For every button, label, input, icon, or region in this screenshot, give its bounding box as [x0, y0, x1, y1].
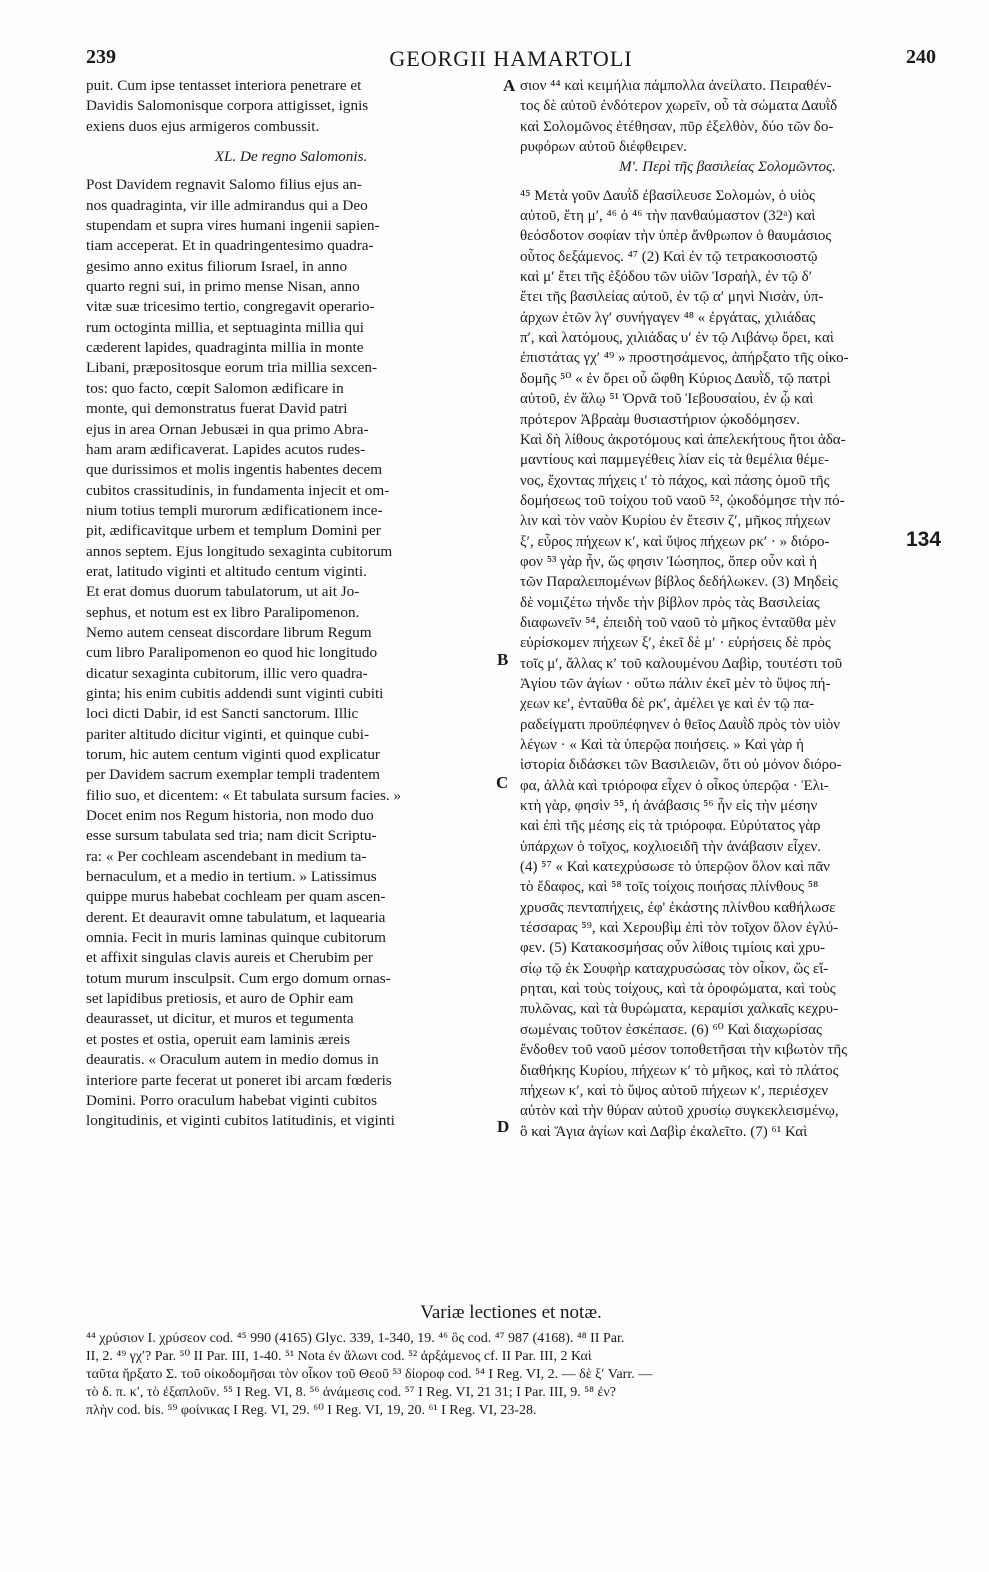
text-line: ejus in area Ornan Jebusæi in qua primo Abra- [86, 420, 369, 438]
text-line: longitudinis, et viginti cubitos latitudinis, et viginti [86, 1112, 395, 1130]
latin-body [86, 175, 496, 1131]
text-line: πρότερον Ἀβραὰμ θυσιαστήριον ᾠκοδόμησεν. [520, 411, 800, 428]
text-line: ὑπάρχων ὁ τοῖχος, κοχλιοειδῆ τὴν ἀνάβασιν εἶχεν. [520, 838, 822, 855]
text-line: αὐτὸν καὶ τὴν θύραν αὐτοῦ χρυσίῳ συγκεκλεισμένῳ, [520, 1103, 839, 1120]
text-line: πήχεων κʹ, καὶ τὸ ὕψος αὐτοῦ πήχεων κʹ, περιέσχεν [520, 1082, 829, 1099]
text-line: τέσσαρας ⁵⁹, καὶ Χερουβὶμ ἐπὶ τὸν τοῖχον ὅλον ἐγλύ- [520, 920, 839, 937]
text-line: θεόσδοτον σοφίαν τὴν ὑπὲρ ἄνθρωπον ὁ θαυμάσιος [520, 228, 832, 245]
text-line: ham aram ædificaverat. Lapides acutos rudes- [86, 440, 366, 458]
note-line: II, 2. ⁴⁹ γχʹ? Par. ⁵⁰ II Par. III, 1-40. ⁵¹ Nota ἐν ἅλωνι cod. ⁵² ἀρξάμενος cf. II Par. III, 2 Καὶ [86, 1349, 592, 1364]
text-line: annos septem. Ejus longitudo sexaginta cubitorum [86, 542, 393, 560]
text-line: nos quadraginta, vir ille admirandus qui a Deo [86, 196, 368, 214]
text-line: cæderent lapides, quadraginta millia in monte [86, 339, 364, 357]
page-number-right: 240 [906, 46, 936, 68]
text-line: πʹ, καὶ λατόμους, χιλιάδας υʹ ἐν τῷ Λιβάνῳ ὄρει, καὶ [520, 330, 834, 347]
notes-section [86, 1330, 936, 1420]
text-line: ra: « Per cochleam ascendebant in medium ta- [86, 847, 367, 865]
text-line: bernaculum, et a medio in tertium. » Latissimus [86, 868, 377, 886]
note-line: ταῦτα ἤρξατο Σ. τοῦ οἰκοδομῆσαι τὸν οἶκον τοῦ Θεοῦ ⁵³ δίοροφ cod. ⁵⁴ I Reg. VI, 2. — δὲ ξʹ Varr. — [86, 1367, 653, 1382]
text-line: omnia. Fecit in muris laminas quinque cubitorum [86, 929, 386, 947]
text-line: ἔνδοθεν τοῦ ναοῦ μέσον τοποθετῆσαι τὴν κιβωτὸν τῆς [520, 1042, 848, 1059]
text-line: Καὶ δὴ λίθους ἀκροτόμους καὶ ἀπελεκήτους ἤτοι ἀδα- [520, 431, 846, 448]
margin-mark-b: B [497, 650, 509, 669]
text-line: Libani, præpositosque eorum tria millia sexcen- [86, 359, 378, 377]
text-line: derent. Et deauravit omne tabulatum, et laquearia [86, 908, 386, 926]
text-line: erat, latitudo viginti et altitudo centum viginti. [86, 562, 367, 580]
text-line: nium totius templi murorum ædificationem ince- [86, 501, 383, 519]
text-line: filio suo, et dicentem: « Et tabulata sursum facies. » [86, 786, 402, 804]
text-line: καὶ ἐπὶ τῆς μέσης εἰς τὰ τριόροφα. Εὐρύτατος γὰρ [520, 818, 821, 835]
running-title: GEORGII HAMARTOLI [389, 46, 633, 71]
text-line: puit. Cum ipse tentasset interiora penetrare et [86, 77, 362, 94]
text-line: quarto regni sui, in primo mense Nisan, anno [86, 278, 360, 296]
text-line: cubitos crassitudinis, in fundamenta injecit et om- [86, 481, 390, 499]
text-line: ρυφόρων αὐτοῦ διέφθειρεν. [520, 139, 687, 156]
text-line: deaurasset, ut dicitur, et muros et tegumenta [86, 1010, 354, 1028]
text-line: διαθήκης Κυρίου, πήχεων κʹ τὸ μῆκος, καὶ τὸ πλάτος [520, 1062, 839, 1079]
text-line: vitæ suæ tricesimo tertio, congregavit operario- [86, 298, 375, 316]
greek-body [520, 186, 935, 1142]
text-line: τῶν Παραλειπομένων βίβλος δεδήλωκεν. (3) Μηδεὶς [520, 574, 838, 591]
text-line: Davidis Salomonisque corpora attigisset, ignis [86, 97, 369, 115]
text-line: Nemo autem censeat discordare librum Regum [86, 623, 372, 641]
text-line: σιον ⁴⁴ καὶ κειμήλια πάμπολλα ἀνείλατο. Πειραθέν- [520, 78, 832, 94]
text-line: ginta; his enim cubitis addendi sunt viginti cubiti [86, 684, 384, 702]
text-line: άρχων ἐτῶν λγʹ συνήγαγεν ⁴⁸ « ἐργάτας, χιλιάδας [520, 309, 816, 326]
text-line: exiens duos ejus armigeros combussit. [86, 117, 320, 135]
text-line: χρυσᾶς πενταπήχεις, ἐφ' ἑκάστης πλίνθου καθήλωσε [520, 899, 836, 916]
greek-opening [520, 76, 935, 157]
text-line: que durissimos et molis ingentis habentes decem [86, 461, 383, 479]
text-line: Ἁγίου τῶν ἁγίων · οὕτω πάλιν ἐκεῖ μὲν τὸ ὕψος πή- [520, 675, 831, 692]
notes-title: Variæ lectiones et notæ. [420, 1302, 602, 1323]
text-line: rum octoginta millia, et septuaginta millia qui [86, 318, 364, 336]
text-line: ἔτει τῆς βασιλείας αὐτοῦ, ἐν τῷ αʹ μηνὶ Νισὰν, ὑπ- [520, 289, 824, 306]
text-line: gesimo anno exitus filiorum Israel, in anno [86, 257, 348, 275]
text-line: esse sursum tabulata sed tria; nam dicit Scriptu- [86, 827, 377, 845]
text-line: pit, ædificavitque urbem et templum Domini per [86, 522, 381, 540]
text-line: loci dicti Dabir, id est Sancti sanctorum. Illic [86, 705, 359, 723]
margin-mark-c: C [496, 773, 509, 792]
text-line: Domini. Porro oraculum habebat viginti cubitos [86, 1091, 378, 1109]
text-line: αὐτοῦ, ἐν ἅλῳ ⁵¹ Ὀρνᾶ τοῦ Ἰεβουσαίου, ἐν ᾧ καὶ [520, 391, 814, 408]
text-line: totum murum insculpsit. Cum ergo domum ornas- [86, 969, 391, 987]
text-line: pariter altitudo dicitur viginti, et quinque cubi- [86, 725, 370, 743]
text-line: κτὴ γὰρ, φησὶν ⁵⁵, ἡ ἀνάβασις ⁵⁶ ἦν εἰς τὴν μέσην [520, 798, 818, 815]
text-line: καὶ Σολομῶνος ἐτέθησαν, πῦρ ἐξελθὸν, δύο τῶν δο- [520, 118, 834, 135]
text-line: interiore parte fecerat ut poneret ibi arcam fœderis [86, 1071, 392, 1089]
latin-opening [86, 76, 496, 137]
text-line: ⁴⁵ Μετὰ γοῦν Δαυῒδ ἐβασίλευσε Σολομὼν, ὁ υἱὸς [520, 187, 815, 204]
text-line: δομῆς ⁵⁰ « ἐν ὄρει οὗ ὤφθη Κύριος Δαυῒδ, τῷ πατρὶ [520, 370, 831, 387]
text-line: sephus, et notum est ex libro Paralipomenon. [86, 603, 360, 621]
margin-mark-d: D [497, 1117, 510, 1136]
text-line: ραδείγματι προϋπέφηνεν ὁ θεῖος Δαυῒδ πρὸς τὸν υἱὸν [520, 716, 841, 733]
text-line: εὑρίσκομεν πήχεων ξʹ, ἐκεῖ δὲ μʹ · εὑρήσεις δὲ πρὸς [520, 635, 831, 652]
text-line: Et erat domus duorum tabulatorum, ut ait Jo- [86, 583, 360, 601]
text-line: monte, qui demonstratus fuerat David patri [86, 400, 348, 418]
text-line: tiam acceperat. Et in quadringentesimo quadra- [86, 237, 374, 255]
text-line: per Davidem sacrum exemplar templi tradentem [86, 766, 380, 784]
text-line: τὸ ἔδαφος, καὶ ⁵⁸ τοῖς τοίχοις ποιήσας πλίνθους ⁵⁸ [520, 879, 819, 896]
note-line: τὸ δ. π. κʹ, τὸ ἐξαπλοῦν. ⁵⁵ I Reg. VI, 8. ⁵⁶ ἀνάμεσις cod. ⁵⁷ I Reg. VI, 21 31; I Par. III, 9. ⁵⁸ ἐν? [86, 1385, 616, 1400]
text-line: μαντίους καὶ παμμεγέθεις λίαν εἰς τὰ θεμέλια θέμε- [520, 452, 830, 469]
text-line: tos: quo facto, cœpit Salomon ædificare in [86, 379, 344, 397]
text-line: stupendam et supra vires humani ingenii sapien- [86, 217, 380, 235]
text-line: τοῖς μʹ, ἄλλας κʹ τοῦ καλουμένου Δαβὶρ, τουτέστι τοῦ [520, 655, 843, 672]
text-line: quippe murus habebat cochleam per quam ascen- [86, 888, 386, 906]
greek-column [520, 76, 935, 1142]
text-line: φον ⁵³ γὰρ ἦν, ὥς φησιν Ἰώσηπος, ὅπερ οὖν καὶ ἡ [520, 553, 818, 570]
text-line: νος, ἔχοντας πήχεις ιʹ τὸ πάχος, καὶ πάσης ὁμοῦ τῆς [520, 472, 830, 489]
text-line: Post Davidem regnavit Salomo filius ejus an- [86, 176, 362, 194]
note-line: ⁴⁴ χρύσιον I. χρύσεον cod. ⁴⁵ 990 (4165) Glyc. 339, 1-340, 19. ⁴⁶ ὃς cod. ⁴⁷ 987 (4168). ⁴⁸ II Par. [86, 1331, 625, 1346]
text-line: ὃ καὶ Ἅγια ἁγίων καὶ Δαβὶρ ἐκαλεῖτο. (7) ⁶¹ Καὶ [520, 1123, 808, 1140]
text-line: deauratis. « Oraculum autem in medio domus in [86, 1051, 379, 1069]
latin-chapter-title: XL. De regno Salomonis. [214, 148, 368, 166]
text-line: πυλῶνας, καὶ τὰ θυρώματα, κεραμίσι χαλκαῖς κεχρυ- [520, 1001, 839, 1018]
text-line: διαφωνεῖν ⁵⁴, ἐπειδὴ τοῦ ναοῦ τὸ μῆκος ἐνταῦθα μὲν [520, 614, 836, 631]
text-line: λιν καὶ τὸν ναὸν Κυρίου ἐν ἔτεσιν ζʹ, μῆκος πήχεων [520, 513, 831, 530]
text-line: λέγων · « Καὶ τὰ ὑπερῷα ποιήσεις. » Καὶ γὰρ ἡ [520, 737, 804, 753]
margin-mark-a: A [503, 76, 516, 95]
text-line: torum, hic autem centum viginti quod explicatur [86, 746, 380, 763]
text-line: (4) ⁵⁷ « Καὶ κατεχρύσωσε τὸ ὑπερῷον ὅλον καὶ πᾶν [520, 859, 830, 876]
text-line: οὗτος δεξάμενος. ⁴⁷ (2) Καὶ ἐν τῷ τετρακοσιοστῷ [520, 248, 818, 265]
text-line: ρηται, καὶ τοὺς τοίχους, καὶ τὰ ὀροφώματα, καὶ τοὺς [520, 981, 836, 998]
text-line: ἱστορία διδάσκει τῶν Βασιλειῶν, ὅτι οὐ μόνον διόρο- [520, 757, 842, 774]
column-number: 134 [906, 528, 942, 551]
text-line: dicatur sexaginta cubitorum, illic vero quadra- [86, 664, 368, 682]
text-line: δὲ νομιζέτω τήνδε τὴν βίβλον πρὸς τὰς Βασιλείας [520, 594, 820, 611]
text-line: set lapidibus pretiosis, et auro de Ophir eam [86, 990, 354, 1008]
greek-chapter-title: Μʹ. Περὶ τῆς βασιλείας Σολομῶντος. [619, 159, 836, 176]
text-line: et postes et ostia, operuit eam laminis æreis [86, 1030, 351, 1048]
text-line: χεων κεʹ, ἐνταῦθα δὲ ρκʹ, ἀμέλει γε καὶ ἐν τῷ πα- [520, 696, 815, 713]
page-number-left: 239 [86, 46, 116, 68]
text-line: σωμέναις τοῦτον ἐσκέπασε. (6) ⁶⁰ Καὶ διαχωρίσας [520, 1021, 822, 1038]
text-line: cum libro Paralipomenon eo quod hic longitudo [86, 644, 378, 662]
text-line: καὶ μʹ ἔτει τῆς ἐξόδου τῶν υἱῶν Ἰσραὴλ, ἐν τῷ δʹ [520, 269, 813, 286]
text-line: σίῳ τῷ ἐκ Σουφὴρ καταχρυσώσας τὸν οἶκον, ὥς εἴ- [520, 960, 829, 977]
latin-column [86, 76, 496, 1132]
text-line: et affixit singulas clavis aureis et Cherubim per [86, 949, 373, 967]
text-line: αὐτοῦ, ἔτη μʹ, ⁴⁶ ὁ ⁴⁶ τὴν πανθαύμαστον (32ᵃ) καὶ [520, 208, 816, 225]
text-line: τος δὲ αὐτοῦ ἐνδότερον χωρεῖν, οὗ τὰ σώματα Δαυῒδ [520, 98, 838, 115]
note-line: πλὴν cod. bis. ⁵⁹ φοίνικας I Reg. VI, 29. ⁶⁰ I Reg. VI, 19, 20. ⁶¹ I Reg. VI, 23-28. [86, 1403, 537, 1418]
text-line: ξʹ, εὖρος πήχεων κʹ, καὶ ὕψος πήχεων ρκʹ · » διόρο- [520, 533, 830, 550]
text-line: ἐπιστάτας γχʹ ⁴⁹ » προστησάμενος, ἀπήρξατο τῆς οἰκο- [520, 350, 849, 367]
page-header [86, 46, 936, 76]
text-line: Docet enim nos Regum historia, non modo duo [86, 807, 374, 825]
text-line: δομήσεως τοῦ τοίχου τοῦ ναοῦ ⁵², ᾠκοδόμησε τὴν πό- [520, 492, 845, 509]
text-line: φα, ἀλλὰ καὶ τριόροφα εἶχεν ὁ οἶκος ὑπερῷα · Ἑλι- [520, 777, 829, 794]
text-line: φεν. (5) Κατακοσμήσας οὖν λίθοις τιμίοις καὶ χρυ- [520, 940, 826, 957]
